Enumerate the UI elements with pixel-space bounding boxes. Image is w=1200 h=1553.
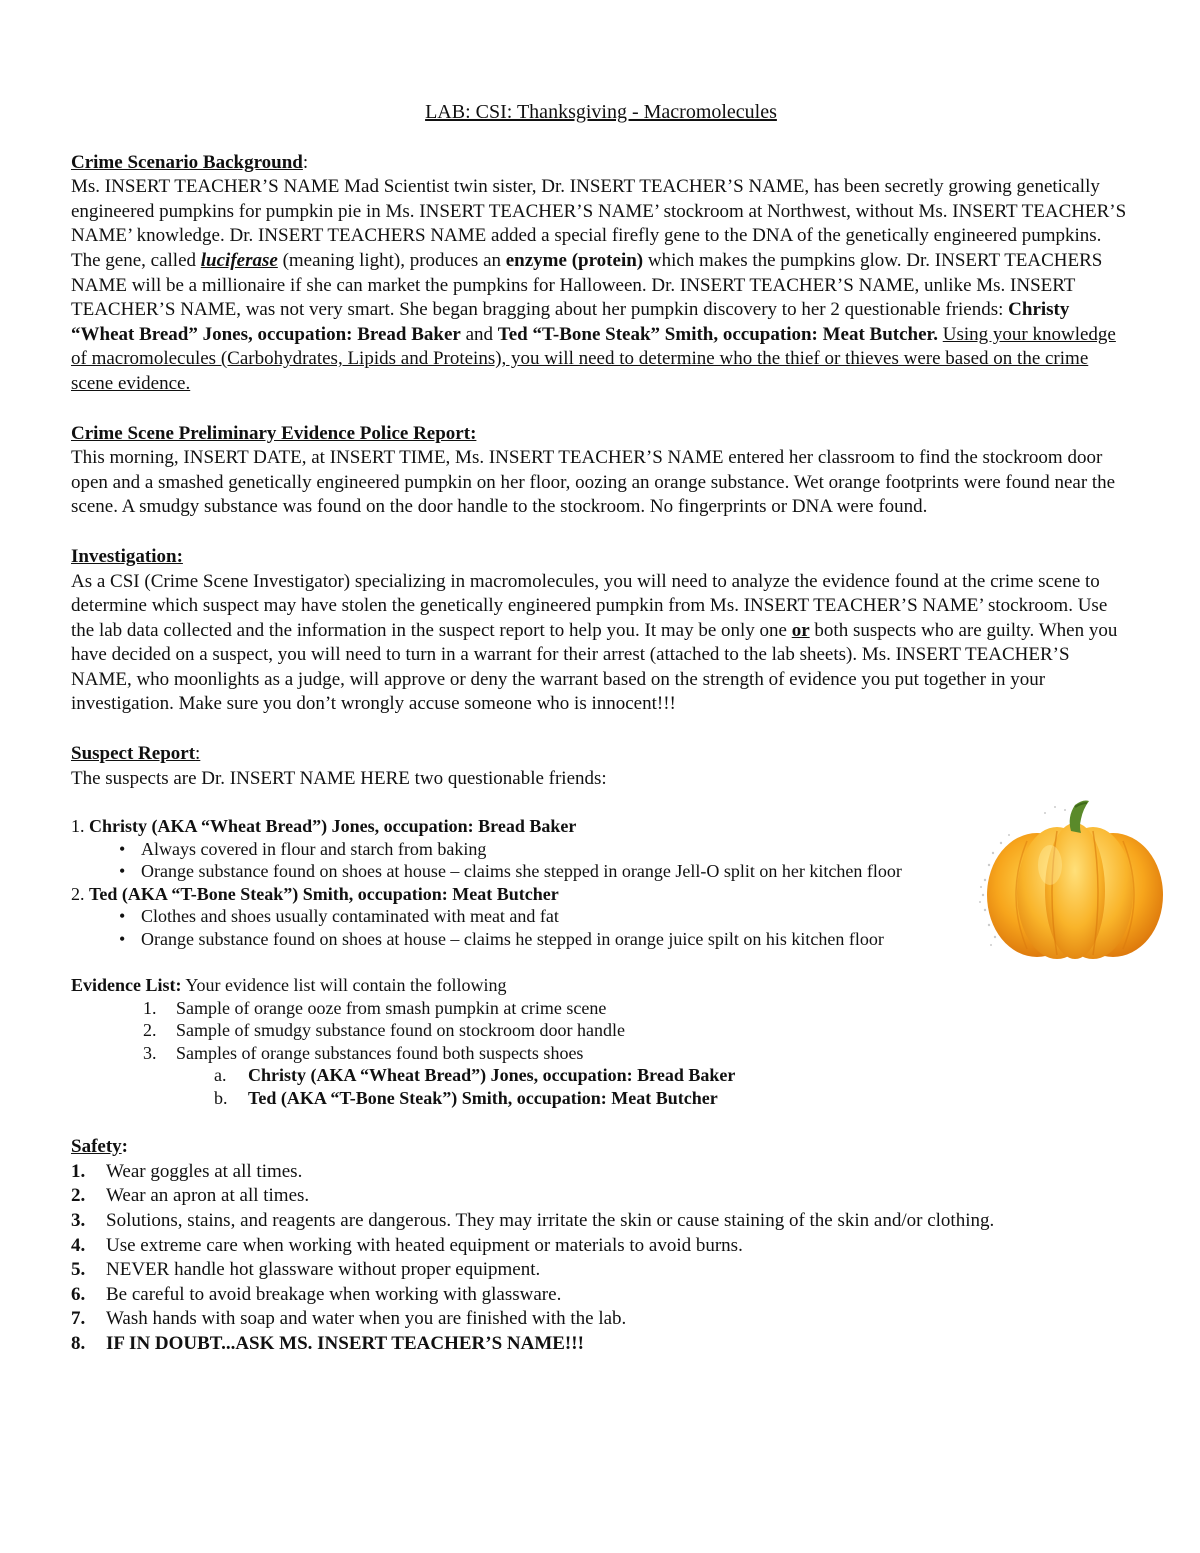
list-item: 3. Solutions, stains, and reagents are dangerous. They may irritate the skin or cause staining of the skin and/or clothing.: [71, 1210, 995, 1232]
list-item: • Clothes and shoes usually contaminated with meat and fat: [141, 905, 971, 928]
evidence-list: [71, 997, 1131, 1065]
list-item: 3. Samples of orange substances found both suspects shoes: [143, 1042, 584, 1063]
police-report-section: [71, 422, 1131, 520]
suspect-report-section: Suspect Report: The suspects are Dr. INSERT NAME HERE two questionable friends: 1. Christy (AKA “Wheat Bread”) Jones, occupation: Bread Baker • Always covered in flour and starch from baking • Orange substance found on shoes at house – claims she stepped in orange Jell-O split on her kitchen floor 2. Ted (AKA “T-Bone Steak”) Smith, occupation: Meat Butcher • Clothes and shoes usually contaminated with meat and fat • Orange substance found on shoes at house – claims he stepped in orange juice spilt on his kitchen floor: [71, 742, 1131, 950]
suspect-report-intro: The suspects are Dr. INSERT NAME HERE two questionable friends:: [71, 767, 607, 789]
evidence-section: Evidence List: Your evidence list will contain the following 1. Sample of orange ooze from smash pumpkin at crime scene 2. Sample of smudgy substance found on stockroom door handle 3. Samples of orange substances found both suspects shoes a. Christy (AKA “Wheat Bread”) Jones, occupation: Bread Baker b. Ted (AKA “T-Bone Steak”) Smith, occupation: Meat Butcher: [71, 974, 1131, 1109]
pumpkin-icon: [975, 795, 1175, 975]
list-item: 6. Be careful to avoid breakage when working with glassware.: [71, 1283, 562, 1305]
police-report-heading: Crime Scene Preliminary Evidence Police Report:: [71, 422, 477, 444]
luciferase-term: luciferase: [200, 249, 278, 271]
suspect-2-details: [71, 905, 971, 950]
investigation-section: [71, 545, 1131, 717]
list-item: • Orange substance found on shoes at house – claims he stepped in orange juice spilt on his kitchen floor: [141, 928, 971, 951]
evidence-heading: Evidence List:: [71, 975, 182, 996]
suspect-2-heading: 2. Ted (AKA “T-Bone Steak”) Smith, occupation: Meat Butcher: [71, 883, 559, 904]
list-item: 1. Wear goggles at all times.: [71, 1160, 303, 1182]
list-item: • Orange substance found on shoes at house – claims she stepped in orange Jell-O split on her kitchen floor: [141, 860, 971, 883]
list-item: 7. Wash hands with soap and water when you are finished with the lab.: [71, 1308, 627, 1330]
task-statement: Using your knowledge of macromolecules (Carbohydrates, Lipids and Proteins), you will need to determine who the thief or thieves were based on the crime scene evidence.: [71, 323, 1116, 394]
suspect-list: [71, 815, 971, 950]
police-report-text: This morning, INSERT DATE, at INSERT TIME, Ms. INSERT TEACHER’S NAME entered her classroom to find the stockroom door open and a smashed genetically engineered pumpkin on her floor, oozing an orange substance. Wet orange footprints were found near the scene. A smudgy substance was found on the door handle to the stockroom. No fingerprints or DNA were found.: [71, 447, 1116, 518]
suspect-1-details: [71, 838, 971, 883]
suspect-report-heading: Suspect Report: [71, 743, 196, 765]
evidence-sublist: [71, 1064, 1131, 1109]
list-item: a. Christy (AKA “Wheat Bread”) Jones, occupation: Bread Baker: [214, 1065, 736, 1086]
suspect-1-mention: Christy “Wheat Bread” Jones, occupation: Bread Baker: [71, 299, 1070, 345]
crime-scenario-section: Crime Scenario Background: Ms. INSERT TEACHER’S NAME Mad Scientist twin sister, Dr. INSERT TEACHER’S NAME, has been secretly growing genetically engineered pumpkins for pumpkin pie in Ms. INSERT TEACHER’S NAME’ stockroom at Northwest, without Ms. INSERT TEACHER’S NAME’ knowledge. Dr. INSERT TEACHERS NAME added a special firefly gene to the DNA of the genetically engineered pumpkins. The gene, called luciferase (meaning light), produces an enzyme (protein) which makes the pumpkins glow. Dr. INSERT TEACHERS NAME will be a millionaire if she can market the pumpkins for Halloween. Dr. INSERT TEACHER’S NAME, unlike Ms. INSERT TEACHER’S NAME, was not very smart. She began bragging about her pumpkin discovery to her 2 questionable friends: Christy “Wheat Bread” Jones, occupation: Bread Baker and Ted “T-Bone Steak” Smith, occupation: Meat Butcher. Using your knowledge of macromolecules (Carbohydrates, Lipids and Proteins), you will need to determine who the thief or thieves were based on the crime scene evidence.: [71, 151, 1131, 397]
list-item: 4. Use extreme care when working with heated equipment or materials to avoid burns.: [71, 1234, 743, 1256]
safety-heading: Safety: [71, 1136, 122, 1158]
list-item: 1. Sample of orange ooze from smash pumpkin at crime scene: [143, 997, 607, 1018]
list-item: 2. Sample of smudgy substance found on stockroom door handle: [143, 1020, 625, 1041]
suspect-2-mention: Ted “T-Bone Steak” Smith, occupation: Meat Butcher.: [497, 323, 938, 345]
list-item: 8. IF IN DOUBT...ASK MS. INSERT TEACHER’S NAME!!!: [71, 1333, 584, 1354]
list-item: 2. Wear an apron at all times.: [71, 1185, 310, 1207]
enzyme-term: enzyme (protein): [505, 249, 644, 271]
safety-section: Safety: 1. Wear goggles at all times. 2. Wear an apron at all times. 3. Solutions, stains, and reagents are dangerous. They may irritate the skin or cause staining of the skin and/or clothing. 4. Use extreme care when working with heated equipment or materials to avoid burns. 5. NEVER handle hot glassware without proper equipment. 6. Be careful to avoid breakage when working with glassware. 7. Wash hands with soap and water when you are finished with the lab. 8. IF IN DOUBT...ASK MS. INSERT TEACHER’S NAME!!!: [71, 1135, 1131, 1356]
page-title: LAB: CSI: Thanksgiving - Macromolecules: [425, 101, 777, 123]
safety-rules: [71, 1160, 1131, 1357]
suspect-1-heading: 1. Christy (AKA “Wheat Bread”) Jones, occupation: Bread Baker: [71, 816, 577, 837]
investigation-text: As a CSI (Crime Scene Investigator) specializing in macromolecules, you will need to analyze the evidence found at the crime scene to determine which suspect may have stolen the genetically engineered pumpkin from Ms. INSERT TEACHER’S NAME’ stockroom. Use the lab data collected and the information in the suspect report to help you. It may be only one or both suspects who are guilty. When you have decided on a suspect, you will need to turn in a warrant for their arrest (attached to the lab sheets). Ms. INSERT TEACHER’S NAME, who moonlights as a judge, will approve or deny the warrant based on the strength of evidence you put together in your investigation. Make sure you don’t wrongly accuse someone who is innocent!!!: [71, 570, 1118, 715]
list-item: • Always covered in flour and starch from baking: [141, 838, 971, 861]
or-emphasis: or: [791, 619, 810, 641]
lab-document: [71, 100, 1131, 1357]
list-item: 5. NEVER handle hot glassware without proper equipment.: [71, 1259, 541, 1281]
investigation-heading: Investigation:: [71, 545, 183, 567]
crime-scenario-heading: Crime Scenario Background: [71, 151, 303, 173]
crime-scenario-text: Ms. INSERT TEACHER’S NAME Mad Scientist twin sister, Dr. INSERT TEACHER’S NAME, has been secretly growing genetically engineered pumpkins for pumpkin pie in Ms. INSERT TEACHER’S NAME’ stockroom at Northwest, without Ms. INSERT TEACHER’S NAME’ knowledge. Dr. INSERT TEACHERS NAME added a special firefly gene to the DNA of the genetically engineered pumpkins. The gene, called luciferase (meaning light), produces an enzyme (protein) which makes the pumpkins glow. Dr. INSERT TEACHERS NAME will be a millionaire if she can market the pumpkins for Halloween. Dr. INSERT TEACHER’S NAME, unlike Ms. INSERT TEACHER’S NAME, was not very smart. She began bragging about her pumpkin discovery to her 2 questionable friends: Christy “Wheat Bread” Jones, occupation: Bread Baker and Ted “T-Bone Steak” Smith, occupation: Meat Butcher. Using your knowledge of macromolecules (Carbohydrates, Lipids and Proteins), you will need to determine who the thief or thieves were based on the crime scene evidence.: [71, 176, 1127, 394]
list-item: b. Ted (AKA “T-Bone Steak”) Smith, occupation: Meat Butcher: [214, 1087, 718, 1108]
